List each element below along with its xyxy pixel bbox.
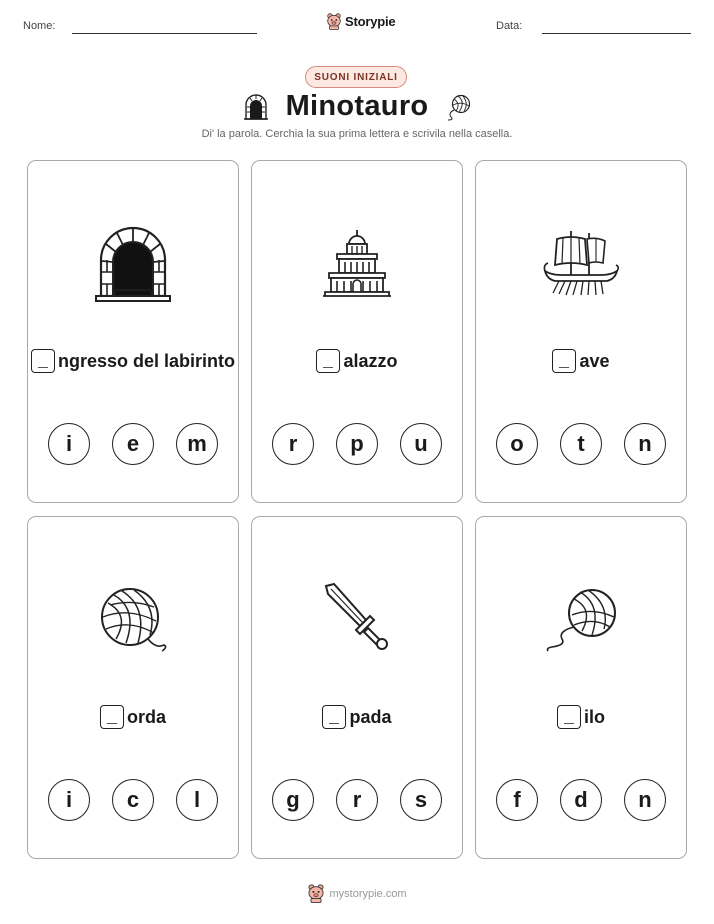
letter-choice[interactable]: s <box>400 779 442 821</box>
yarn-ball-icon <box>544 587 618 653</box>
answer-box[interactable] <box>322 705 346 729</box>
word-row <box>28 705 238 729</box>
exercise-card <box>27 160 239 503</box>
name-line[interactable] <box>72 33 257 34</box>
letter-choice[interactable]: r <box>336 779 378 821</box>
letter-choice[interactable]: p <box>336 423 378 465</box>
letter-choices <box>28 779 238 821</box>
letter-choice[interactable]: f <box>496 779 538 821</box>
word-text: alazzo <box>343 350 398 371</box>
letter-choice[interactable]: l <box>176 779 218 821</box>
letter-choice[interactable]: i <box>48 423 90 465</box>
letter-choices <box>28 423 238 465</box>
word-text: pada <box>349 706 392 727</box>
word-row <box>252 705 462 729</box>
exercise-card <box>251 516 463 859</box>
instructions: Di' la parola. Cerchia la sua prima lettera e scrivila nella casella. <box>201 128 513 140</box>
exercise-card <box>27 516 239 859</box>
letter-choice[interactable]: d <box>560 779 602 821</box>
answer-box[interactable] <box>316 349 340 373</box>
letter-choice[interactable]: e <box>112 423 154 465</box>
letter-choice[interactable]: i <box>48 779 90 821</box>
title-row <box>0 90 714 123</box>
answer-box[interactable] <box>557 705 581 729</box>
letter-choice[interactable]: n <box>624 779 666 821</box>
letter-choice[interactable]: m <box>176 423 218 465</box>
storypie-logo <box>326 13 395 30</box>
letter-choice[interactable]: g <box>272 779 314 821</box>
word-row <box>476 349 686 373</box>
answer-box[interactable] <box>31 349 55 373</box>
answer-box[interactable] <box>100 705 124 729</box>
answer-box[interactable] <box>552 349 576 373</box>
worksheet-header <box>0 0 714 60</box>
letter-choices <box>476 423 686 465</box>
pig-mascot-icon <box>326 13 342 30</box>
name-label: Nome: <box>23 20 56 32</box>
exercise-card <box>475 160 687 503</box>
logo-text: Storypie <box>345 14 396 29</box>
letter-choice[interactable]: u <box>400 423 442 465</box>
page-title: Minotauro <box>285 90 429 122</box>
letter-choice[interactable]: r <box>272 423 314 465</box>
letter-choice[interactable]: o <box>496 423 538 465</box>
date-label: Data: <box>496 20 523 32</box>
letter-choices <box>252 779 462 821</box>
archway-icon <box>93 224 173 304</box>
word-row <box>28 349 238 373</box>
word-text: ilo <box>584 706 605 727</box>
yarn-ball-icon <box>98 585 168 655</box>
archway-icon <box>242 93 270 121</box>
pig-mascot-icon <box>307 884 325 903</box>
exercise-card <box>251 160 463 503</box>
word-text: ngresso del labirinto <box>57 350 236 371</box>
date-line[interactable] <box>542 33 691 34</box>
word-text: orda <box>126 706 166 727</box>
letter-choice[interactable]: n <box>624 423 666 465</box>
letter-choice[interactable]: c <box>112 779 154 821</box>
letter-choices <box>476 779 686 821</box>
letter-choice[interactable]: t <box>560 423 602 465</box>
sword-icon <box>322 582 392 658</box>
footer-url[interactable]: mystorypie.com <box>329 887 407 900</box>
word-row <box>252 349 462 373</box>
footer <box>0 884 714 903</box>
word-text: ave <box>579 350 610 371</box>
category-badge: SUONI INIZIALI <box>305 66 407 88</box>
palace-icon <box>319 226 395 302</box>
letter-choices <box>252 423 462 465</box>
word-row <box>476 705 686 729</box>
ship-icon <box>541 227 621 301</box>
exercise-card <box>475 516 687 859</box>
yarn-ball-icon <box>444 93 472 121</box>
